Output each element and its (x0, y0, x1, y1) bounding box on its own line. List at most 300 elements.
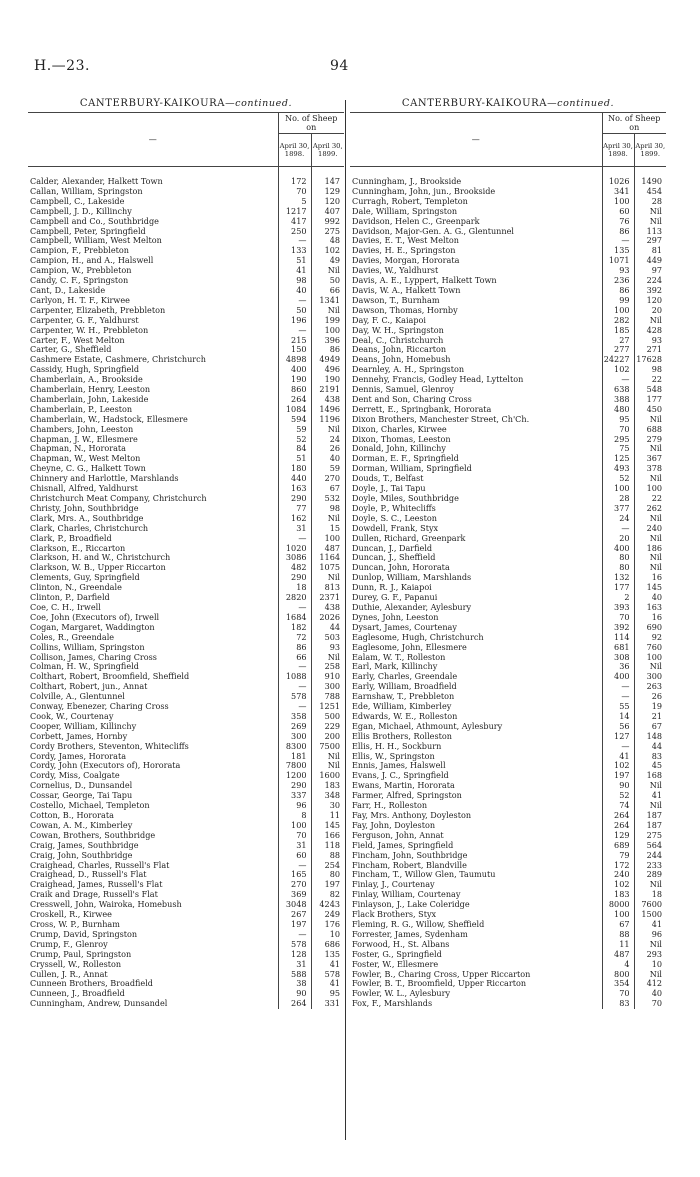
table-row (350, 306, 666, 316)
sheep-1899: Nil (634, 940, 666, 950)
row-name: Colville, A., Glentunnel (30, 692, 125, 702)
table-row (350, 910, 666, 920)
sheep-1898: 99 (602, 296, 634, 306)
row-name: Chapman, J. W., Ellesmere (30, 434, 138, 444)
sheep-1898: 56 (602, 722, 634, 732)
sheep-1899: 48 (311, 236, 344, 246)
sheep-1899: Nil (634, 217, 666, 227)
table-row (350, 405, 666, 415)
sheep-1898: 417 (278, 217, 311, 227)
row-name: Dent and Son, Charing Cross (352, 394, 472, 404)
table-row (350, 236, 666, 246)
sheep-1899: 20 (634, 306, 666, 316)
table-row (28, 583, 344, 593)
sheep-1899: 910 (311, 672, 344, 682)
sheep-1898: 180 (278, 464, 311, 474)
sheep-1899: 199 (311, 316, 344, 326)
sheep-1899: 22 (634, 494, 666, 504)
row-name: Dale, William, Springston (352, 206, 458, 216)
row-name: Davidson, Helen C., Greenpark (352, 216, 480, 226)
table-row (28, 405, 344, 415)
table-row (350, 811, 666, 821)
row-name: Craighead, James, Russell's Flat (30, 880, 163, 890)
table-row (28, 306, 344, 316)
sheep-1899: 438 (311, 603, 344, 613)
sheep-1899: 270 (311, 474, 344, 484)
table-row (350, 246, 666, 256)
sheep-1899: Nil (634, 316, 666, 326)
table-row (350, 950, 666, 960)
sheep-1899: 67 (634, 722, 666, 732)
table-row (350, 544, 666, 554)
row-name: Calder, Alexander, Halkett Town (30, 177, 163, 186)
row-name: Dullen, Richard, Greenpark (352, 533, 466, 543)
table-row (28, 702, 344, 712)
sheep-1899: 147 (311, 177, 344, 187)
sheep-1898: 51 (278, 256, 311, 266)
sheep-1899: 348 (311, 791, 344, 801)
sheep-1898: 393 (602, 603, 634, 613)
sheep-1899: Nil (634, 534, 666, 544)
row-name: Campbell, Peter, Springfield (30, 226, 146, 236)
sheep-1898: 264 (602, 821, 634, 831)
row-name: Flack Brothers, Styx (352, 910, 437, 920)
sheep-1898: 1084 (278, 405, 311, 415)
sheep-1899: 197 (311, 880, 344, 890)
table-row (350, 425, 666, 435)
row-name: Foster, G., Springfield (352, 949, 442, 959)
table-row (28, 851, 344, 861)
table-row (28, 425, 344, 435)
sheep-1898: 487 (602, 950, 634, 960)
table-row (350, 256, 666, 266)
row-name: Chisnall, Alfred, Yaldhurst (30, 484, 138, 494)
row-name: Costello, Michael, Templeton (30, 801, 150, 811)
sheep-1899: 41 (634, 920, 666, 930)
sheep-1899: 93 (634, 336, 666, 346)
sheep-1898: 100 (278, 821, 311, 831)
sheep-1898: 197 (278, 920, 311, 930)
sheep-1899: 262 (634, 504, 666, 514)
sheep-1899: 686 (311, 940, 344, 950)
row-name: Curragh, Robert, Templeton (352, 196, 468, 206)
sheep-1898: 290 (278, 494, 311, 504)
sheep-1898: 181 (278, 752, 311, 762)
sheep-1898: 7800 (278, 761, 311, 771)
table-row (350, 920, 666, 930)
table-row (28, 603, 344, 613)
sheep-1898: 80 (602, 563, 634, 573)
row-name: Christchurch Meat Company, Christchurch (30, 494, 207, 503)
sheep-1899: 1496 (311, 405, 344, 415)
sheep-1899: 113 (634, 227, 666, 237)
right-date1-header: April 30, 1898. (602, 134, 634, 167)
sheep-1898: 31 (278, 960, 311, 970)
sheep-1898: 3048 (278, 900, 311, 910)
table-row (350, 603, 666, 613)
table-row (350, 504, 666, 514)
sheep-1898: 150 (278, 345, 311, 355)
sheep-1899: 788 (311, 692, 344, 702)
table-row (28, 474, 344, 484)
row-name: Clark, Charles, Christchurch (30, 523, 149, 533)
row-name: Dixon Brothers, Manchester Street, Ch'Ch. (352, 414, 530, 424)
table-row (350, 623, 666, 633)
row-name: Davis, W. A., Halkett Town (352, 285, 461, 295)
table-row (28, 801, 344, 811)
table-row (350, 653, 666, 663)
table-row (350, 662, 666, 672)
sheep-1898: 400 (602, 544, 634, 554)
table-row (350, 771, 666, 781)
table-row (28, 355, 344, 365)
sheep-1898: 1200 (278, 771, 311, 781)
sheep-1899: 578 (311, 970, 344, 980)
sheep-1899: 18 (634, 890, 666, 900)
sheep-1898: 290 (278, 573, 311, 583)
sheep-1899: 378 (634, 464, 666, 474)
sheep-1898: — (278, 702, 311, 712)
sheep-1899: 2191 (311, 385, 344, 395)
sheep-1899: 187 (634, 821, 666, 831)
row-name: Chamberlain, P., Leeston (30, 404, 133, 414)
row-name: Dixon, Charles, Kirwee (352, 424, 447, 434)
row-name: Deans, John, Homebush (352, 355, 451, 365)
table-row (350, 761, 666, 771)
table-row (350, 979, 666, 989)
sheep-1899: 7600 (634, 900, 666, 910)
sheep-1898: 72 (278, 633, 311, 643)
sheep-1898: 40 (278, 286, 311, 296)
sheep-1899: 229 (311, 722, 344, 732)
sheep-1898: — (602, 375, 634, 385)
sheep-1899: 118 (311, 841, 344, 851)
sheep-1899: 548 (634, 385, 666, 395)
left-rows (28, 177, 344, 1009)
table-row (350, 613, 666, 623)
table-row (350, 989, 666, 999)
sheep-1898: 295 (602, 435, 634, 445)
sheep-1899: 145 (634, 583, 666, 593)
table-row (350, 801, 666, 811)
table-row (28, 722, 344, 732)
sheep-1899: Nil (311, 514, 344, 524)
row-name: Ede, William, Kimberley (352, 702, 452, 712)
column-divider (345, 100, 346, 1140)
sheep-1899: 129 (311, 187, 344, 197)
table-row (28, 593, 344, 603)
table-row (28, 613, 344, 623)
table-row (28, 970, 344, 980)
sheep-1898: 79 (602, 851, 634, 861)
row-name: Day, W. H., Springston (352, 325, 444, 335)
table-row (28, 761, 344, 771)
page-reference: H.—23. (34, 58, 90, 74)
sheep-1898: 240 (602, 870, 634, 880)
sheep-1898: 66 (278, 653, 311, 663)
row-name: Douds, T., Belfast (352, 474, 424, 484)
table-row (350, 207, 666, 217)
row-name: Cunneen, J., Broadfield (30, 989, 125, 999)
row-name: Durey, G. F., Papanui (352, 593, 438, 603)
sheep-1899: 86 (311, 345, 344, 355)
sheep-1898: 31 (278, 524, 311, 534)
table-row (28, 187, 344, 197)
sheep-1899: 186 (634, 544, 666, 554)
right-name-header: — (350, 113, 602, 167)
sheep-1899: Nil (311, 573, 344, 583)
table-row (350, 296, 666, 306)
row-name: Dysart, James, Courtenay (352, 622, 457, 632)
row-name: Campbell, William, West Melton (30, 236, 162, 246)
sheep-1898: 102 (602, 761, 634, 771)
table-row (28, 771, 344, 781)
table-row (350, 861, 666, 871)
table-row (350, 752, 666, 762)
sheep-1898: 341 (602, 187, 634, 197)
sheep-1899: 428 (634, 326, 666, 336)
right-sheep-header: No. of Sheep on (602, 113, 666, 134)
row-name: Cullen, J. R., Annat (30, 969, 108, 979)
table-row (350, 900, 666, 910)
row-name: Cogan, Margaret, Waddington (30, 622, 155, 632)
table-row (350, 781, 666, 791)
table-row (350, 930, 666, 940)
row-name: Carter, G., Sheffield (30, 345, 112, 355)
sheep-1898: 77 (278, 504, 311, 514)
sheep-1898: 60 (278, 851, 311, 861)
sheep-1899: 254 (311, 861, 344, 871)
sheep-1899: 10 (634, 960, 666, 970)
sheep-1898: 267 (278, 910, 311, 920)
sheep-1898: 28 (602, 494, 634, 504)
sheep-1899: 40 (634, 593, 666, 603)
table-row (350, 266, 666, 276)
row-name: Clarkson, W. B., Upper Riccarton (30, 563, 166, 573)
row-name: Cresswell, John, Wairoka, Homebush (30, 900, 182, 910)
row-name: Edwards, W. E., Rolleston (352, 711, 458, 721)
row-name: Christy, John, Southbridge (30, 503, 139, 513)
sheep-1898: 358 (278, 712, 311, 722)
sheep-1898: 308 (602, 653, 634, 663)
sheep-1899: 177 (634, 395, 666, 405)
sheep-1898: 264 (278, 395, 311, 405)
table-row (28, 712, 344, 722)
table-row (28, 266, 344, 276)
row-name: Ealam, W. T., Rolleston (352, 652, 446, 662)
sheep-1899: 100 (634, 484, 666, 494)
table-row (350, 534, 666, 544)
table-row (350, 464, 666, 474)
sheep-1898: 20 (602, 534, 634, 544)
row-name: Dunn, R. J., Kaiapoi (352, 583, 432, 593)
table-row (350, 593, 666, 603)
row-name: Ennis, James, Halswell (352, 761, 446, 771)
row-name: Cunneen Brothers, Broadfield (30, 979, 153, 989)
table-row (350, 286, 666, 296)
sheep-1899: 166 (311, 831, 344, 841)
sheep-1898: — (602, 682, 634, 692)
sheep-1899: 496 (311, 365, 344, 375)
table-row (28, 861, 344, 871)
sheep-1898: — (602, 692, 634, 702)
table-row (28, 900, 344, 910)
sheep-1899: 1341 (311, 296, 344, 306)
row-name: Forrester, James, Sydenham (352, 929, 468, 939)
sheep-1898: 67 (602, 920, 634, 930)
sheep-1899: 407 (311, 207, 344, 217)
table-row (350, 553, 666, 563)
sheep-1898: 400 (278, 365, 311, 375)
sheep-1899: 396 (311, 336, 344, 346)
sheep-1898: 172 (278, 177, 311, 187)
sheep-1898: 52 (278, 435, 311, 445)
table-row (28, 227, 344, 237)
sheep-1899: 438 (311, 395, 344, 405)
row-name: Egan, Michael, Athmount, Aylesbury (352, 721, 503, 731)
table-row (350, 514, 666, 524)
sheep-1898: 588 (278, 970, 311, 980)
sheep-1898: 5 (278, 197, 311, 207)
sheep-1899: Nil (634, 563, 666, 573)
table-row (28, 236, 344, 246)
row-name: Fay, Mrs. Anthony, Doyleston (352, 811, 472, 820)
sheep-1899: 275 (634, 831, 666, 841)
sheep-1899: 190 (311, 375, 344, 385)
sheep-1898: 52 (602, 474, 634, 484)
row-name: Clements, Guy, Springfield (30, 573, 140, 583)
table-row (28, 643, 344, 653)
sheep-1898: 31 (278, 841, 311, 851)
row-name: Colman, H. W., Springfield (30, 662, 139, 672)
sheep-1899: 813 (311, 583, 344, 593)
table-row (28, 217, 344, 227)
table-row (350, 345, 666, 355)
table-row (28, 653, 344, 663)
table-row (28, 979, 344, 989)
right-rows (350, 177, 666, 1009)
sheep-1898: 388 (602, 395, 634, 405)
sheep-1898: 215 (278, 336, 311, 346)
sheep-1899: 1251 (311, 702, 344, 712)
table-row (28, 286, 344, 296)
sheep-1899: 28 (634, 197, 666, 207)
sheep-1898: 172 (602, 861, 634, 871)
row-name: Earnshaw, T., Prebbleton (352, 692, 455, 702)
sheep-1898: — (278, 236, 311, 246)
row-name: Dunlop, William, Marshlands (352, 573, 472, 583)
table-row (350, 336, 666, 346)
sheep-1899: 2026 (311, 613, 344, 623)
table-row (350, 672, 666, 682)
table-row (28, 484, 344, 494)
table-row (350, 970, 666, 980)
sheep-1898: 578 (278, 692, 311, 702)
row-name: Dynes, John, Leeston (352, 612, 439, 622)
row-name: Chapman, W., West Melton (30, 454, 141, 464)
row-name: Cowan, A. M., Kimberley (30, 820, 133, 830)
row-name: Cassidy, Hugh, Springfield (30, 365, 140, 375)
sheep-1899: 279 (634, 435, 666, 445)
sheep-1898: — (278, 326, 311, 336)
sheep-1899: 30 (311, 801, 344, 811)
sheep-1898: — (278, 662, 311, 672)
sheep-1898: 36 (602, 662, 634, 672)
row-name: Cross, W. P., Burnham (30, 919, 120, 929)
sheep-1898: 270 (278, 880, 311, 890)
sheep-1899: 98 (634, 365, 666, 375)
table-row (350, 940, 666, 950)
table-row (350, 890, 666, 900)
sheep-1899: 200 (311, 732, 344, 742)
table-row (350, 435, 666, 445)
table-row (28, 791, 344, 801)
sheep-1899: 1075 (311, 563, 344, 573)
sheep-1898: 76 (602, 217, 634, 227)
table-row (350, 484, 666, 494)
table-row (28, 930, 344, 940)
table-row (350, 375, 666, 385)
sheep-1898: 90 (602, 781, 634, 791)
sheep-1898: 8000 (602, 900, 634, 910)
row-name: Cunningham, John, jun., Brookside (352, 186, 496, 196)
sheep-1898: 480 (602, 405, 634, 415)
sheep-1898: 681 (602, 643, 634, 653)
row-name: Carpenter, Elizabeth, Prebbleton (30, 305, 166, 315)
sheep-1898: 86 (602, 227, 634, 237)
sheep-1899: 97 (634, 266, 666, 276)
sheep-1899: Nil (311, 306, 344, 316)
sheep-1898: 8300 (278, 742, 311, 752)
row-name: Campbell, C., Lakeside (30, 196, 125, 206)
table-row (28, 841, 344, 851)
row-name: Fincham, John, Southbridge (352, 850, 468, 860)
row-name: Dawson, Thomas, Hornby (352, 305, 458, 315)
sheep-1899: 44 (634, 742, 666, 752)
sheep-1899: 992 (311, 217, 344, 227)
row-name: Chambers, John, Leeston (30, 424, 134, 434)
sheep-1899: 271 (634, 345, 666, 355)
sheep-1898: 52 (602, 791, 634, 801)
table-row (28, 742, 344, 752)
sheep-1898: 38 (278, 979, 311, 989)
sheep-1898: — (278, 861, 311, 871)
row-name: Eaglesome, John, Ellesmere (352, 642, 467, 652)
sheep-1899: Nil (311, 425, 344, 435)
row-name: Cunningham, Andrew, Dunsandel (30, 999, 168, 1009)
table-row (28, 207, 344, 217)
sheep-1898: 59 (278, 425, 311, 435)
left-date2-header: April 30, 1899. (311, 134, 344, 167)
row-name: Fox, F., Marshlands (352, 999, 433, 1009)
sheep-1898: 190 (278, 375, 311, 385)
sheep-1898: 100 (602, 306, 634, 316)
row-name: Chamberlain, A., Brookside (30, 375, 143, 385)
row-name: Cant, D., Lakeside (30, 285, 106, 295)
sheep-1898: 638 (602, 385, 634, 395)
sheep-1898: 100 (602, 197, 634, 207)
sheep-1899: 100 (634, 653, 666, 663)
sheep-1899: 67 (311, 484, 344, 494)
sheep-1898: 594 (278, 415, 311, 425)
row-name: Earl, Mark, Killinchy (352, 662, 438, 672)
row-name: Duncan, J., Sheffield (352, 553, 436, 563)
row-name: Chamberlain, John, Lakeside (30, 394, 149, 404)
sheep-1899: Nil (311, 761, 344, 771)
row-name: Craighead, Charles, Russell's Flat (30, 860, 170, 870)
row-name: Chinnery and Harlottle, Marshlands (30, 474, 179, 484)
row-name: Dixon, Thomas, Leeston (352, 434, 451, 444)
